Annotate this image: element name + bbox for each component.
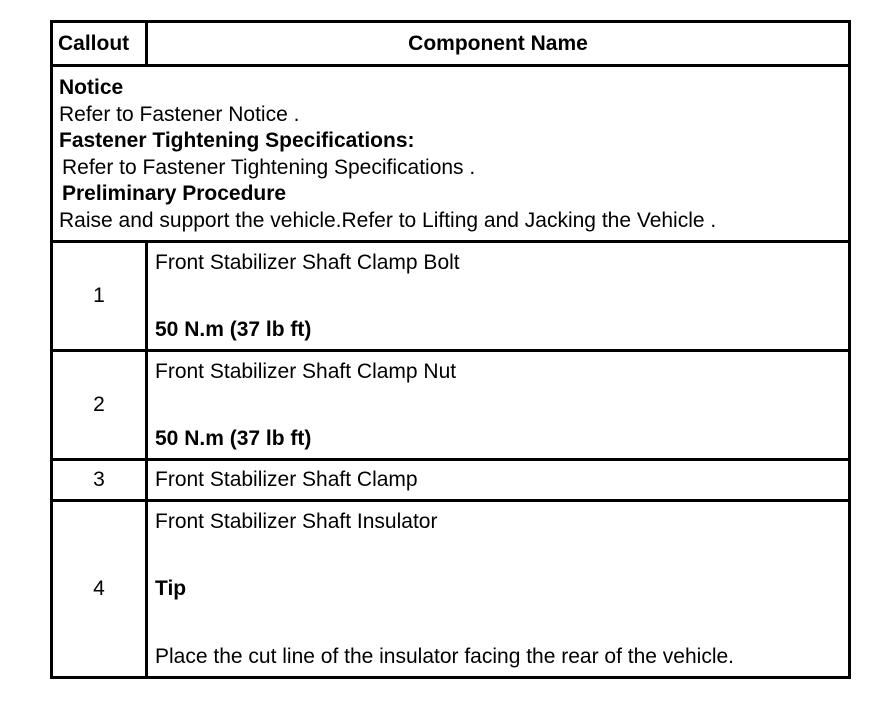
- callout-cell: [53, 461, 148, 499]
- callout-number: 3: [93, 468, 105, 491]
- component-name-header: [148, 23, 848, 64]
- preliminary-procedure-text: Raise and support the vehicle.Refer to Lifting and Jacking the Vehicle .: [59, 208, 717, 232]
- notice-row: [53, 67, 848, 243]
- callout-cell: [53, 352, 148, 458]
- callout-number: 1: [93, 284, 105, 307]
- component-name-cell: [148, 502, 848, 676]
- table-row: [53, 243, 848, 352]
- component-name-cell: [148, 461, 848, 499]
- callout-cell: [53, 502, 148, 676]
- component-name: Front Stabilizer Shaft Clamp: [155, 468, 418, 491]
- fastener-spec-text: Refer to Fastener Tightening Specifications .: [62, 155, 476, 179]
- component-name-cell: [148, 243, 848, 349]
- callout-number: 2: [93, 393, 105, 416]
- component-name: Front Stabilizer Shaft Clamp Bolt: [155, 251, 460, 274]
- table-row: [53, 502, 848, 676]
- component-name: Front Stabilizer Shaft Clamp Nut: [155, 360, 457, 383]
- preliminary-procedure-title: Preliminary Procedure: [62, 182, 287, 205]
- notice-text: Refer to Fastener Notice .: [59, 102, 300, 126]
- tip-title: Tip: [155, 577, 187, 600]
- callout-number: 4: [93, 577, 105, 600]
- fastener-spec-title: Fastener Tightening Specifications:: [59, 129, 415, 152]
- table-row: [53, 461, 848, 502]
- torque-spec: 50 N.m (37 lb ft): [155, 318, 312, 341]
- component-name: Front Stabilizer Shaft Insulator: [155, 510, 438, 533]
- table-row: [53, 352, 848, 461]
- component-name-cell: [148, 352, 848, 458]
- component-table: [50, 20, 851, 679]
- table-header-row: [53, 23, 848, 67]
- component-name-header-label: Component Name: [408, 31, 588, 55]
- notice-title: Notice: [59, 76, 124, 99]
- tip-text: Place the cut line of the insulator facing the rear of the vehicle.: [155, 645, 735, 668]
- callout-cell: [53, 243, 148, 349]
- callout-header: [53, 23, 148, 64]
- callout-header-label: Callout: [58, 31, 130, 55]
- torque-spec: 50 N.m (37 lb ft): [155, 427, 312, 450]
